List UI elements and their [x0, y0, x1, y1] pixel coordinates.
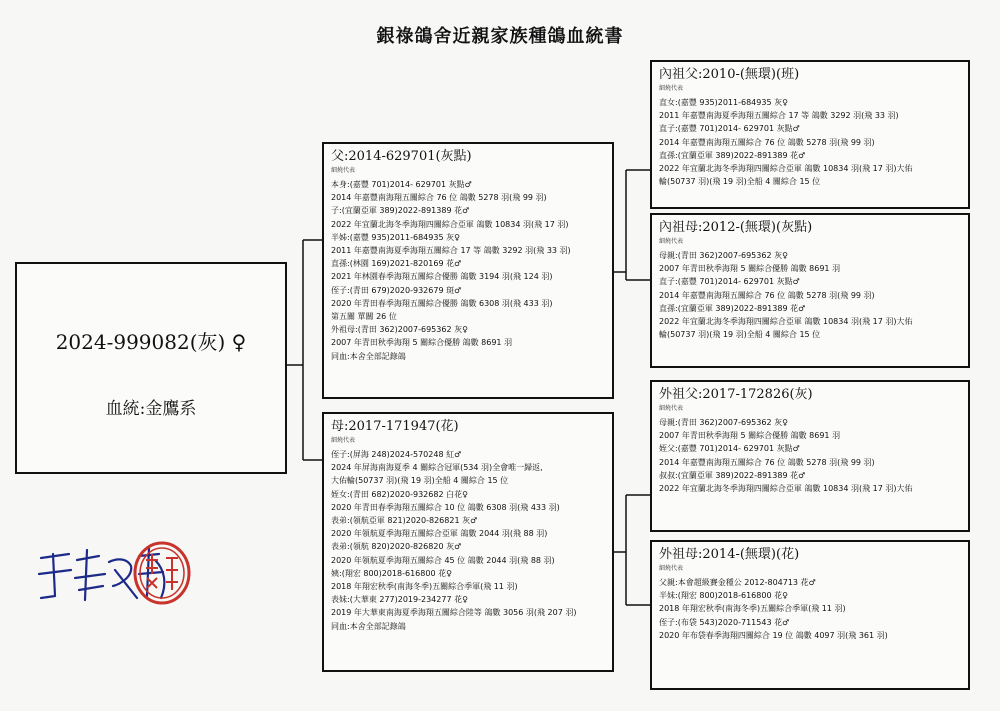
- sire-dam-subheader: 細燒代表: [659, 238, 684, 245]
- record-line: 2022 年宜蘭北海冬季海翔四關綜合亞軍 鴿數 10834 羽(飛 17 羽)大佑: [659, 164, 913, 174]
- dam-subheader: 細燒代表: [331, 437, 356, 444]
- record-line: 父親:本會超級賽金種公 2012-804713 花♂: [659, 578, 816, 587]
- dam-dam-box: [650, 540, 970, 690]
- dam-sire-lines: [659, 416, 961, 495]
- record-line: 本身:(嘉豐 701)2014- 629701 灰點♂: [331, 180, 472, 189]
- record-line: 2014 年嘉豐南海翔五關綜合 76 位 鴿數 5278 羽(飛 99 羽): [331, 193, 547, 203]
- record-line: 輪(50737 羽)(飛 19 羽)全船 4 關綜合 15 位: [659, 177, 821, 187]
- dam-dam-subheader: 細燒代表: [659, 565, 684, 572]
- record-line: 2020 年青田春季海翔五關綜合 10 位 鴿數 6308 羽(飛 433 羽): [331, 502, 560, 512]
- record-line: 大佑輪(50737 羽)(飛 19 羽)全船 4 關綜合 15 位: [331, 476, 509, 486]
- record-line: 半姊:(嘉豐 935)2011-684935 灰♀: [331, 232, 460, 242]
- record-line: 表弟:(領航 820)2020-826820 灰♂: [331, 542, 462, 552]
- record-line: 外祖母:(青田 362)2007-695362 灰♀: [331, 325, 468, 335]
- record-line: 姨:(翔宏 800)2018-616800 花♀: [331, 568, 452, 578]
- sire-box: [322, 142, 614, 399]
- record-line: 2011 年嘉豐南海夏季海翔五關綜合 17 等 鴿數 3292 羽(飛 33 羽): [659, 111, 899, 121]
- sire-sire-lines: [659, 96, 961, 188]
- record-line: 2022 年宜蘭北海冬季海翔四關綜合亞軍 鴿數 10834 羽(飛 17 羽)大佑: [659, 317, 913, 327]
- sire-sire-header: 內祖父:2010-(無環)(班): [659, 67, 800, 82]
- record-line: 輪(50737 羽)(飛 19 羽)全船 4 關綜合 15 位: [659, 330, 821, 340]
- dam-lines: [331, 448, 605, 633]
- subject-ring-number: 2024-999082(灰) ♀: [55, 330, 247, 354]
- record-line: 表弟:(領航亞軍 821)2020-826821 灰♂: [331, 516, 478, 526]
- record-line: 2007 年青田秋季海翔 5 關綜合優勝 鴿數 8691 羽: [659, 431, 841, 441]
- record-line: 姪父:(嘉豐 701)2014- 629701 灰點♂: [659, 444, 800, 454]
- dam-sire-subheader: 細燒代表: [659, 405, 684, 412]
- record-line: 第五關 單關 26 位: [331, 312, 397, 322]
- record-line: 直孫:(宜蘭亞軍 389)2022-891389 花♂: [659, 303, 806, 313]
- record-line: 侄子:(青田 679)2020-932679 斑♂: [331, 285, 462, 295]
- record-line: 2014 年嘉豐南海翔五關綜合 76 位 鴿數 5278 羽(飛 99 羽): [659, 457, 875, 467]
- record-line: 母親:(青田 362)2007-695362 灰♀: [659, 418, 788, 427]
- dam-dam-header: 外祖母:2014-(無環)(花): [659, 547, 800, 562]
- record-line: 姪女:(青田 682)2020-932682 白花♀: [331, 489, 468, 499]
- record-line: 2022 年宜蘭北海冬季海翔四關綜合亞軍 鴿數 10834 羽(飛 17 羽): [331, 219, 569, 229]
- record-line: 侄子:(屏海 248)2024-570248 紅♂: [331, 450, 462, 459]
- sire-lines: [331, 178, 605, 363]
- dam-sire-box: [650, 380, 970, 532]
- record-line: 同血:本舍全部記錄鴿: [331, 351, 406, 361]
- sire-sire-box: [650, 60, 970, 209]
- subject-pigeon-box: [15, 262, 287, 474]
- record-line: 2014 年嘉豐南海翔五關綜合 76 位 鴿數 5278 羽(飛 99 羽): [659, 137, 875, 147]
- sire-subheader: 細燒代表: [331, 167, 356, 174]
- record-line: 2007 年青田秋季海翔 5 關綜合優勝 鴿數 8691 羽: [331, 338, 513, 348]
- record-line: 叔叔:(宜蘭亞軍 389)2022-891389 花♂: [659, 470, 806, 480]
- pedigree-title: 銀祿鴿舍近親家族種鴿血統書: [376, 26, 624, 47]
- record-line: 2020 年領航夏季海翔五關綜合 45 位 鴿數 2044 羽(飛 88 羽): [331, 555, 555, 565]
- record-line: 直孫:(宜蘭亞軍 389)2022-891389 花♂: [659, 150, 806, 160]
- sire-dam-lines: [659, 249, 961, 341]
- record-line: 2020 年青田春季海翔五關綜合優勝 鴿數 6308 羽(飛 433 羽): [331, 298, 553, 308]
- record-line: 直子:(嘉豐 701)2014- 629701 灰點♂: [659, 277, 800, 287]
- dam-header: 母:2017-171947(花): [331, 419, 459, 434]
- sire-dam-header: 內祖母:2012-(無環)(灰點): [659, 220, 813, 235]
- record-line: 半妹:(翔宏 800)2018-616800 花♀: [659, 591, 788, 601]
- record-line: 2018 年翔宏秋季(南海冬季)五關綜合季軍(飛 11 羽): [331, 582, 518, 592]
- record-line: 2021 年林園春季海翔五關綜合優勝 鴿數 3194 羽(飛 124 羽): [331, 272, 553, 282]
- red-seal-stamp: [132, 540, 192, 606]
- sire-sire-subheader: 細燒代表: [659, 85, 684, 92]
- record-line: 2020 年布袋春季海翔四關綜合 19 位 鴿數 4097 羽(飛 361 羽): [659, 630, 888, 640]
- sire-dam-box: [650, 213, 970, 368]
- record-line: 直孫:(林園 169)2021-820169 花♂: [331, 259, 462, 269]
- subject-strain: 血統:金鷹系: [105, 399, 197, 419]
- sire-header: 父:2014-629701(灰點): [331, 149, 472, 164]
- record-line: 同血:本舍全部記錄鴿: [331, 621, 406, 631]
- dam-dam-lines: [659, 576, 961, 642]
- dam-box: [322, 412, 614, 672]
- record-line: 2020 年領航夏季海翔五關綜合亞軍 鴿數 2044 羽(飛 88 羽): [331, 529, 548, 539]
- record-line: 2024 年屏海南海夏季 4 關綜合冠軍(534 羽)全會唯一歸返,: [331, 463, 543, 473]
- record-line: 表妹:(大華東 277)2019-234277 花♀: [331, 595, 468, 605]
- record-line: 子:(宜蘭亞軍 389)2022-891389 花♂: [331, 206, 470, 216]
- record-line: 2014 年嘉豐南海翔五關綜合 76 位 鴿數 5278 羽(飛 99 羽): [659, 290, 875, 300]
- record-line: 侄子:(布袋 543)2020-711543 花♂: [659, 617, 790, 627]
- record-line: 2019 年大華東南海夏季海翔五關綜合陸等 鴿數 3056 羽(飛 207 羽): [331, 608, 577, 618]
- dam-sire-header: 外祖父:2017-172826(灰): [659, 387, 813, 402]
- record-line: 直子:(嘉豐 701)2014- 629701 灰點♂: [659, 124, 800, 134]
- record-line: 直女:(嘉豐 935)2011-684935 灰♀: [659, 98, 788, 107]
- record-line: 母親:(青田 362)2007-695362 灰♀: [659, 251, 788, 260]
- record-line: 2018 年翔宏秋季(南海冬季)五關綜合季軍(飛 11 羽): [659, 604, 846, 614]
- record-line: 2011 年嘉豐南海夏季海翔五關綜合 17 等 鴿數 3292 羽(飛 33 羽): [331, 246, 571, 256]
- record-line: 2007 年青田秋季海翔 5 關綜合優勝 鴿數 8691 羽: [659, 264, 841, 274]
- record-line: 2022 年宜蘭北海冬季海翔四關綜合亞軍 鴿數 10834 羽(飛 17 羽)大佑: [659, 484, 913, 494]
